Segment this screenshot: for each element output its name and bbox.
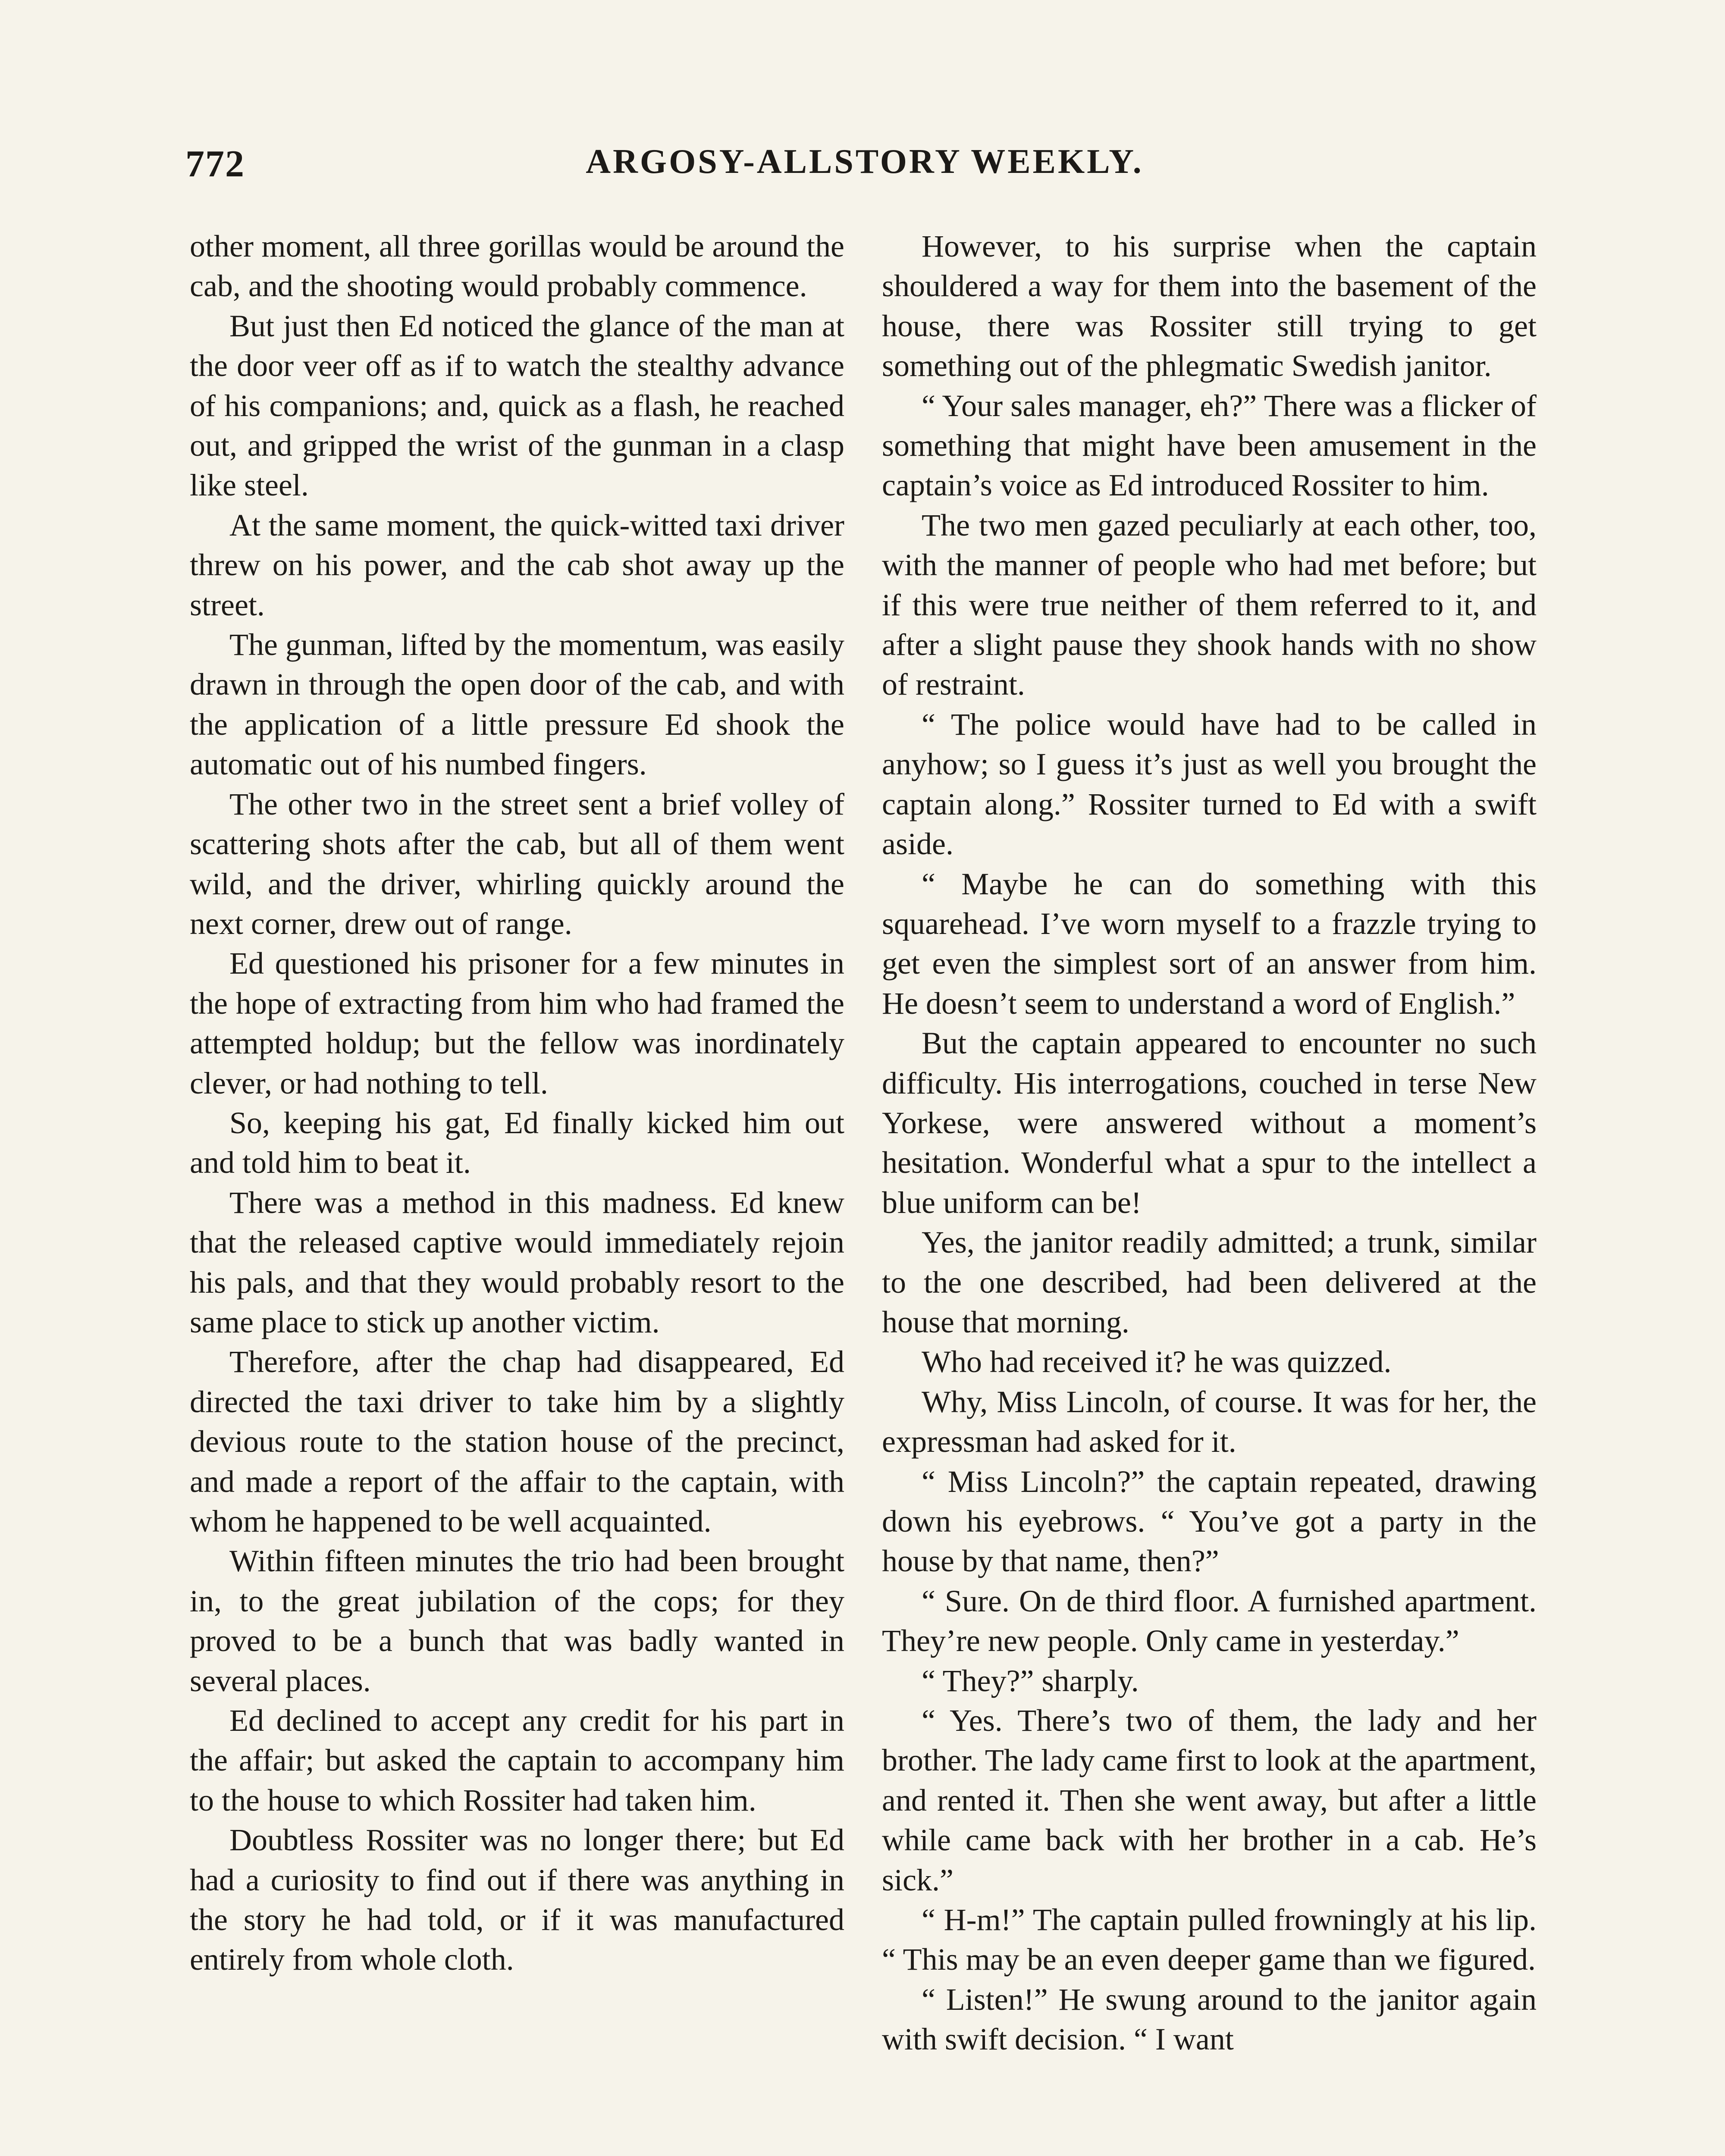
paragraph: At the same moment, the quick-witted taxi driver threw on his power, and the cab shot away up the street. (190, 508, 844, 622)
paragraph: “ Your sales manager, eh?” There was a flicker of something that might have been amusement in the captain’s voice as Ed introduced Rossiter to him. (882, 388, 1537, 503)
paragraph: Doubtless Rossiter was no longer there; but Ed had a curiosity to find out if there was anything in the story he had told, or if it was manufactured entirely from whole cloth. (190, 1823, 844, 1977)
paragraph: “ Listen!” He swung around to the janitor again with swift decision. “ I want (882, 1982, 1537, 2057)
page-number: 772 (185, 143, 245, 185)
paragraph: “ The police would have had to be called in anyhow; so I guess it’s just as well you brought the captain along.” Rossiter turned to Ed with a swift aside. (882, 707, 1537, 862)
paragraph: There was a method in this madness. Ed knew that the released captive would immediately rejoin his pals, and that they would probably resort to the same place to stick up another victim. (190, 1185, 844, 1339)
paragraph: Ed questioned his prisoner for a few minutes in the hope of extracting from him who had framed the attempted holdup; but the fellow was inordinately clever, or had nothing to tell. (190, 946, 844, 1100)
paragraph: The other two in the street sent a brief volley of scattering shots after the cab, but all of them went wild, and the driver, whirling quickly around the next corner, drew out of range. (190, 787, 844, 941)
paragraph: However, to his surprise when the captain shouldered a way for them into the basement of the house, there was Rossiter still trying to get something out of the phlegmatic Swedish janitor. (882, 229, 1537, 383)
paragraph: The gunman, lifted by the momentum, was easily drawn in through the open door of the cab, and with the application of a little pressure Ed shook the automatic out of his numbed fingers. (190, 627, 844, 782)
paragraph: Why, Miss Lincoln, of course. It was for her, the expressman had asked for it. (882, 1384, 1537, 1459)
paragraph: Ed declined to accept any credit for his part in the affair; but asked the captain to accompany him to the house to which Rossiter had taken him. (190, 1703, 844, 1818)
right-text-column (882, 226, 1537, 2059)
paragraph: Who had received it? he was quizzed. (922, 1344, 1392, 1379)
page-header (185, 142, 1544, 198)
paragraph: “ Sure. On de third floor. A furnished apartment. They’re new people. Only came in yesterday.” (882, 1583, 1537, 1658)
paragraph: But just then Ed noticed the glance of the man at the door veer off as if to watch the stealthy advance of his companions; and, quick as a flash, he reached out, and gripped the wrist of the gunman in a clasp like steel. (190, 308, 844, 503)
paragraph: Therefore, after the chap had disappeared, Ed directed the taxi driver to take him by a slightly devious route to the station house of the precinct, and made a report of the affair to the captain, with whom he happened to be well acquainted. (190, 1344, 844, 1539)
paragraph: Within fifteen minutes the trio had been brought in, to the great jubilation of the cops; for they proved to be a bunch that was badly wanted in several places. (190, 1544, 844, 1698)
paragraph: “ Miss Lincoln?” the captain repeated, drawing down his eyebrows. “ You’ve got a party in the house by that name, then?” (882, 1464, 1537, 1579)
paragraph: “ They?” sharply. (922, 1663, 1139, 1698)
paragraph: So, keeping his gat, Ed finally kicked him out and told him to beat it. (190, 1105, 844, 1180)
paragraph: “ Maybe he can do something with this squarehead. I’ve worn myself to a frazzle trying to get even the simplest sort of an answer from him. He doesn’t seem to understand a word of English.” (882, 866, 1537, 1021)
paragraph: The two men gazed peculiarly at each other, too, with the manner of people who had met before; but if this were true neither of them referred to it, and after a slight pause they shook hands with no show of restraint. (882, 508, 1537, 702)
paragraph: “ Yes. There’s two of them, the lady and her brother. The lady came first to look at the apartment, and rented it. Then she went away, but after a little while came back with her brother in a cab. He’s sick.” (882, 1703, 1537, 1897)
running-title: ARGOSY-ALLSTORY WEEKLY. (586, 143, 1144, 181)
paragraph: But the captain appeared to encounter no such difficulty. His interrogations, couched in terse New Yorkese, were answered without a moment’s hesitation. Wonderful what a spur to the intellect a blue uniform can be! (882, 1026, 1537, 1220)
paragraph: other moment, all three gorillas would be around the cab, and the shooting would probably commence. (190, 229, 844, 304)
paragraph: Yes, the janitor readily admitted; a trunk, similar to the one described, had been delivered at the house that morning. (882, 1225, 1537, 1339)
left-text-column (190, 226, 844, 1980)
paragraph: “ H-m!” The captain pulled frowningly at his lip. “ This may be an even deeper game than we figured. (882, 1902, 1537, 1977)
